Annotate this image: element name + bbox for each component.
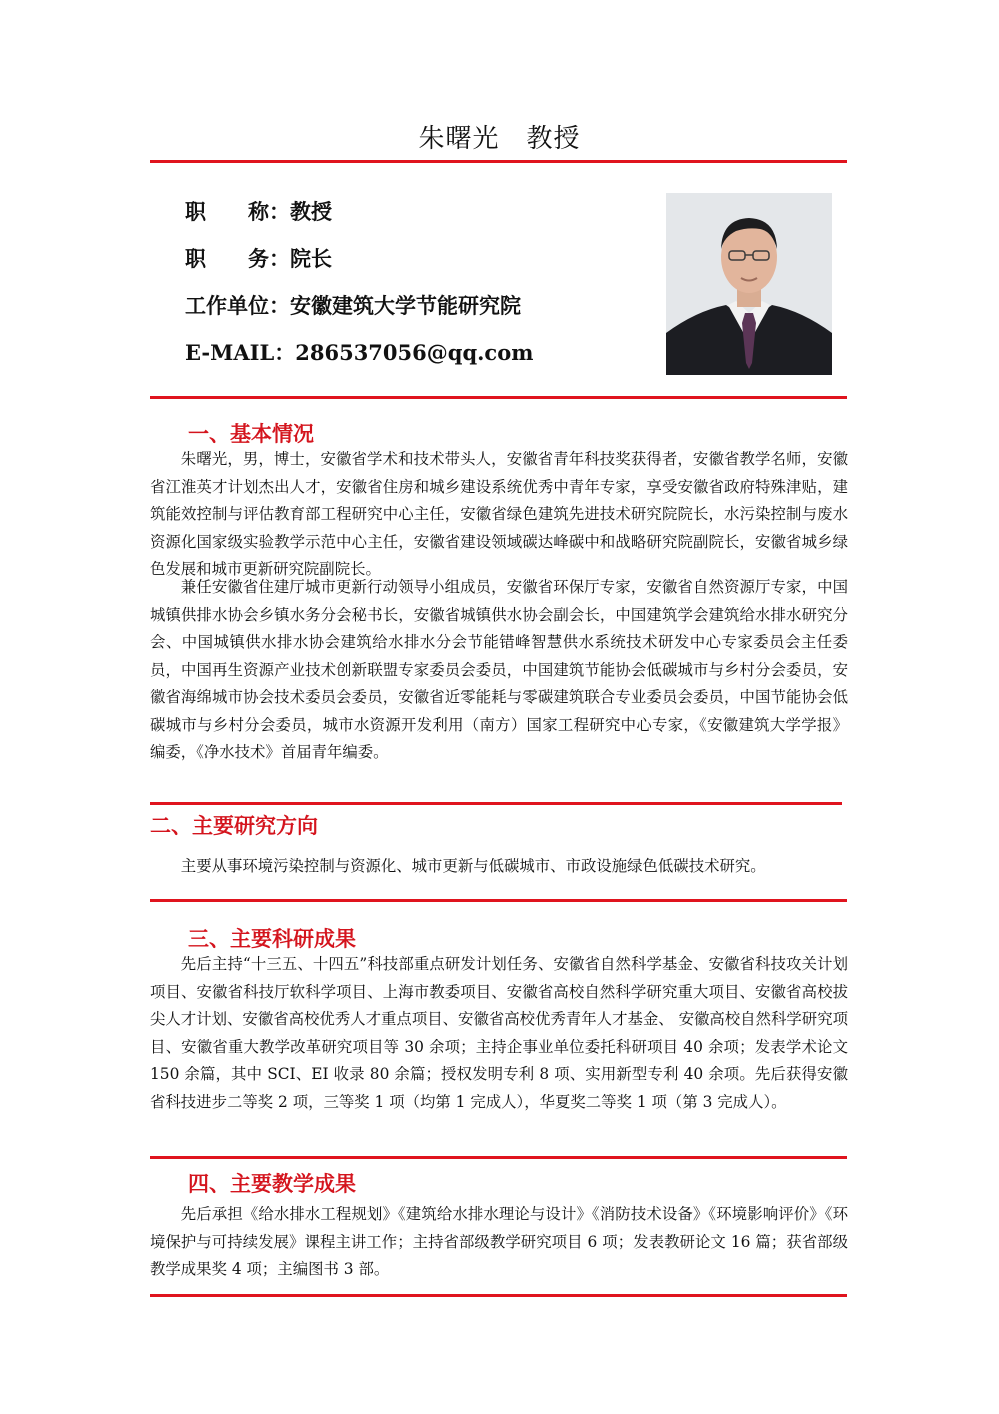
achievements-heading: 三、主要科研成果 xyxy=(188,927,356,951)
teaching-heading: 四、主要教学成果 xyxy=(188,1172,356,1196)
profile-title-value: 教授 xyxy=(290,200,332,224)
basic-paragraph-2: 兼任安徽省住建厅城市更新行动领导小组成员，安徽省环保厅专家，安徽省自然资源厅专家，中国城镇供排水协会乡镇水务分会秘书长，安徽省城镇供水协会副会长，中国建筑学会建筑给水排水研究分会、中国城镇供水排水协会建筑给水排水分会节能错峰智慧供水系统技术研发中心专家委员会主任委员，中国再生资源产业技术创新联盟专家委员会委员，中国建筑节能协会低碳城市与乡村分会委员，安徽省海绵城市协会技术委员会委员，安徽省近零能耗与零碳建筑联合专业委员会委员，中国节能协会低碳城市与乡村分会委员，城市水资源开发利用（南方）国家工程研究中心专家，《安徽建筑大学学报》编委，《净水技术》首届青年编委。 xyxy=(150,578,848,761)
basic-heading: 一、基本情况 xyxy=(188,422,314,446)
profile-employer-row xyxy=(185,290,521,320)
achievements-divider xyxy=(150,1156,847,1159)
profile-position-label: 职 务： xyxy=(185,247,290,271)
profile-divider xyxy=(150,396,847,399)
research-heading: 二、主要研究方向 xyxy=(150,814,318,838)
research-divider xyxy=(150,899,847,902)
profile-employer-label: 工作单位： xyxy=(185,294,290,318)
profile-photo xyxy=(666,193,832,375)
basic-paragraph-1: 朱曙光，男，博士，安徽省学术和技术带头人，安徽省青年科技奖获得者，安徽省教学名师，安徽省江淮英才计划杰出人才，安徽省住房和城乡建设系统优秀中青年专家，享受安徽省政府特殊津贴，建筑能效控制与评估教育部工程研究中心主任，安徽省绿色建筑先进技术研究院院长，水污染控制与废水资源化国家级实验教学示范中心主任，安徽省建设领域碳达峰碳中和战略研究院副院长，安徽省城乡绿色发展和城市更新研究院副院长。 xyxy=(150,450,848,578)
profile-email-label: E-MAIL： xyxy=(185,340,296,365)
teaching-text: 先后承担《给水排水工程规划》《建筑给水排水理论与设计》《消防技术设备》《环境影响评价》《环境保护与可持续发展》课程主讲工作；主持省部级教学研究项目 6 项；发表教研论文 16 篇；获省部级教学成果奖 4 项；主编图书 3 部。 xyxy=(150,1205,848,1278)
profile-title-label: 职 称： xyxy=(185,200,290,224)
profile-position-row xyxy=(185,243,332,273)
profile-email-row xyxy=(185,337,533,367)
profile-employer-value: 安徽建筑大学节能研究院 xyxy=(290,294,521,318)
profile-title-row xyxy=(185,196,332,226)
profile-email-value[interactable]: 286537056@qq.com xyxy=(295,340,534,365)
page-title: 朱曙光 教授 xyxy=(418,124,581,154)
profile-position-value: 院长 xyxy=(290,247,332,271)
basic-divider xyxy=(150,802,842,805)
achievements-text: 先后主持“十三五、十四五”科技部重点研发计划任务、安徽省自然科学基金、安徽省科技攻关计划项目、安徽省科技厅软科学项目、上海市教委项目、安徽省高校自然科学研究重大项目、安徽省高校拔尖人才计划、安徽省高校优秀人才重点项目、安徽省高校优秀青年人才基金、 安徽高校自然科学研究项目、安徽省重大教学改革研究项目等 30 余项；主持企事业单位委托科研项目 40 余项；发表学术论文 150 余篇，其中 SCI、EI 收录 80 余篇；授权发明专利 8 项、实用新型专利 40 余项。先后获得安徽省科技进步二等奖 2 项，三等奖 1 项（均第 1 完成人），华夏奖二等奖 1 项（第 3 完成人）。 xyxy=(150,955,848,1111)
teaching-divider xyxy=(150,1294,847,1297)
research-text: 主要从事环境污染控制与资源化、城市更新与低碳城市、市政设施绿色低碳技术研究。 xyxy=(180,857,766,875)
title-divider xyxy=(150,160,847,163)
